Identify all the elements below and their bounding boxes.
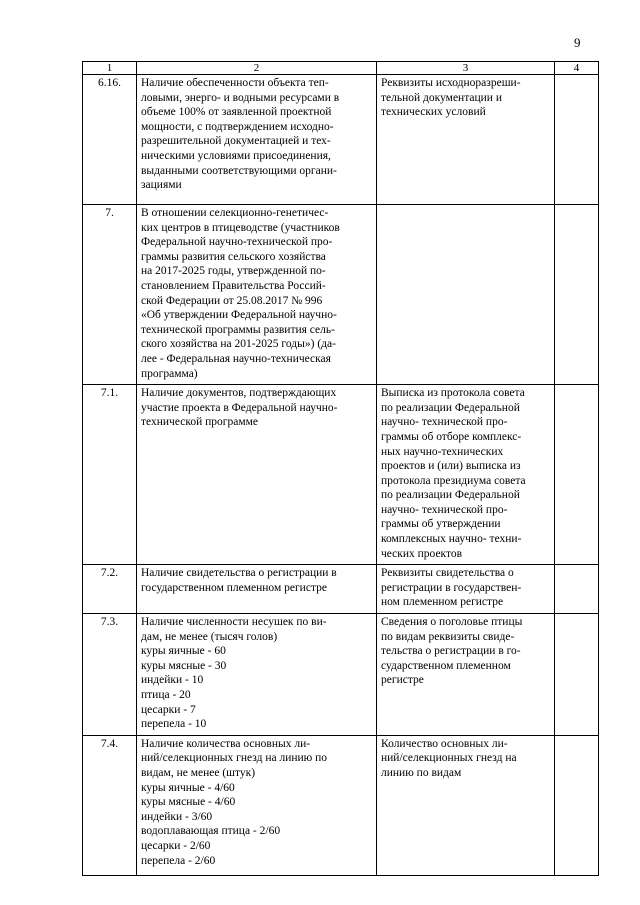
- requirement-line: Федеральной научно-технической про-: [141, 236, 333, 249]
- document-cell: [377, 385, 555, 565]
- requirement-line: цесарки - 2/60: [141, 839, 211, 852]
- document-line: ческих проектов: [381, 547, 463, 560]
- requirement-line: «Об утверждении Федеральной научно-: [141, 309, 337, 322]
- requirement-line: объеме 100% от заявленной проектной: [141, 106, 332, 119]
- requirements-table: [82, 61, 599, 876]
- requirement-line: куры яичные - 60: [141, 645, 226, 658]
- document-line: сударственном племенном: [381, 659, 511, 672]
- column-4-cell: [555, 385, 599, 565]
- requirement-cell: [137, 735, 377, 875]
- document-line: граммы об утверждении: [381, 518, 501, 531]
- document-line: ний/селекционных гнезд на: [381, 752, 517, 765]
- requirement-line: индейки - 10: [141, 674, 204, 687]
- column-4-cell: [555, 205, 599, 385]
- table-body: [83, 75, 599, 876]
- page-number: 9: [574, 35, 581, 50]
- requirement-line: индейки - 3/60: [141, 810, 213, 823]
- requirement-line: куры яичные - 4/60: [141, 781, 235, 794]
- document-cell: [377, 565, 555, 614]
- column-header-3: 3: [377, 62, 555, 75]
- requirement-line: Наличие документов, подтверждающих: [141, 387, 337, 400]
- table-row: [83, 735, 599, 875]
- document-line: линию по видам: [381, 766, 462, 779]
- document-line: Реквизиты свидетельства о: [381, 567, 514, 580]
- requirement-line: В отношении селекционно-генетичес-: [141, 207, 329, 219]
- requirement-line: выданными соответствующими органи-: [141, 164, 337, 177]
- column-4-cell: [555, 565, 599, 614]
- requirement-line: водоплавающая птица - 2/60: [141, 825, 281, 838]
- requirement-line: перепела - 2/60: [141, 854, 216, 867]
- row-number: 7.4.: [83, 735, 137, 875]
- document-line: регистрации в государствен-: [381, 581, 522, 594]
- table-row: [83, 75, 599, 205]
- document-cell: [377, 205, 555, 385]
- document-line: Реквизиты исходноразреши-: [381, 77, 521, 89]
- document-line: по реализации Федеральной: [381, 489, 520, 502]
- requirement-cell: [137, 75, 377, 205]
- requirement-line: участие проекта в Федеральной научно-: [141, 401, 338, 414]
- requirement-line: граммы развития сельского хозяйства: [141, 250, 326, 263]
- document-line: научно- технической про-: [381, 416, 508, 429]
- document-line: протокола президиума совета: [381, 474, 526, 487]
- document-line: по видам реквизиты свиде-: [381, 630, 515, 643]
- document-line: тельной документации и: [381, 91, 502, 104]
- row-number: 7.1.: [83, 385, 137, 565]
- document-cell: [377, 75, 555, 205]
- requirement-line: ких центров в птицеводстве (участников: [141, 221, 340, 234]
- requirement-line: перепела - 10: [141, 718, 207, 731]
- column-4-cell: [555, 75, 599, 205]
- requirement-line: цесарки - 7: [141, 703, 196, 716]
- column-header-1: 1: [83, 62, 137, 75]
- requirement-line: ловыми, энерго- и водными ресурсами в: [141, 91, 340, 104]
- document-line: технических условий: [381, 106, 486, 119]
- requirement-line: на 2017-2025 годы, утвержденной по-: [141, 265, 326, 278]
- requirement-line: ний/селекционных гнезд на линию по: [141, 752, 328, 765]
- document-cell: [377, 735, 555, 875]
- requirement-line: птица - 20: [141, 689, 191, 701]
- requirement-line: становлением Правительства Россий-: [141, 279, 326, 292]
- requirement-line: дам, не менее (тысяч голов): [141, 630, 278, 643]
- requirement-line: ническими условиями присоединения,: [141, 149, 331, 162]
- requirement-line: технической программы развития сель-: [141, 323, 335, 336]
- document-line: тельства о регистрации в го-: [381, 645, 521, 658]
- column-header-4: 4: [555, 62, 599, 75]
- row-number: 7.: [83, 205, 137, 385]
- requirement-line: ской Федерации от 25.08.2017 № 996: [141, 294, 323, 307]
- document-line: Количество основных ли-: [381, 737, 508, 750]
- requirement-cell: [137, 385, 377, 565]
- requirement-line: разрешительной документацией и тех-: [141, 135, 331, 148]
- document-cell: [377, 614, 555, 736]
- document-line: научно- технической про-: [381, 503, 508, 516]
- requirement-line: программа): [141, 367, 198, 380]
- table-row: [83, 614, 599, 736]
- requirement-line: лее - Федеральная научно-техническая: [141, 352, 331, 365]
- document-line: проектов и (или) выписка из: [381, 460, 521, 473]
- column-header-2: 2: [137, 62, 377, 75]
- requirement-line: видам, не менее (штук): [141, 766, 256, 779]
- table-header-row: [83, 62, 599, 75]
- requirement-line: технической программе: [141, 416, 258, 429]
- row-number: 6.16.: [83, 75, 137, 205]
- requirement-cell: [137, 614, 377, 736]
- table-row: [83, 205, 599, 385]
- row-number: 7.2.: [83, 565, 137, 614]
- document-line: ных научно-технических: [381, 445, 504, 458]
- requirement-line: Наличие обеспеченности объекта теп-: [141, 77, 329, 89]
- requirement-cell: [137, 565, 377, 614]
- document-line: регистре: [381, 674, 424, 687]
- requirement-line: государственном племенном регистре: [141, 581, 327, 594]
- requirement-line: Наличие количества основных ли-: [141, 737, 311, 750]
- requirement-cell: [137, 205, 377, 385]
- requirement-line: ского хозяйства на 201-2025 годы») (да-: [141, 338, 336, 351]
- requirement-line: Наличие численности несушек по ви-: [141, 616, 327, 629]
- document-line: ном племенном регистре: [381, 596, 504, 609]
- document-line: Выписка из протокола совета: [381, 387, 525, 400]
- requirement-line: куры мясные - 4/60: [141, 796, 236, 809]
- requirement-line: куры мясные - 30: [141, 659, 227, 672]
- requirement-line: мощности, с подтверждением исходно-: [141, 120, 334, 133]
- table-row: [83, 565, 599, 614]
- document-line: по реализации Федеральной: [381, 401, 520, 414]
- column-4-cell: [555, 735, 599, 875]
- requirement-line: Наличие свидетельства о регистрации в: [141, 567, 337, 580]
- column-4-cell: [555, 614, 599, 736]
- requirement-line: зациями: [141, 179, 182, 192]
- document-line: граммы об отборе комплекс-: [381, 430, 522, 443]
- document-line: комплексных научно- техни-: [381, 533, 522, 546]
- table-row: [83, 385, 599, 565]
- document-line: Сведения о поголовье птицы: [381, 616, 523, 629]
- row-number: 7.3.: [83, 614, 137, 736]
